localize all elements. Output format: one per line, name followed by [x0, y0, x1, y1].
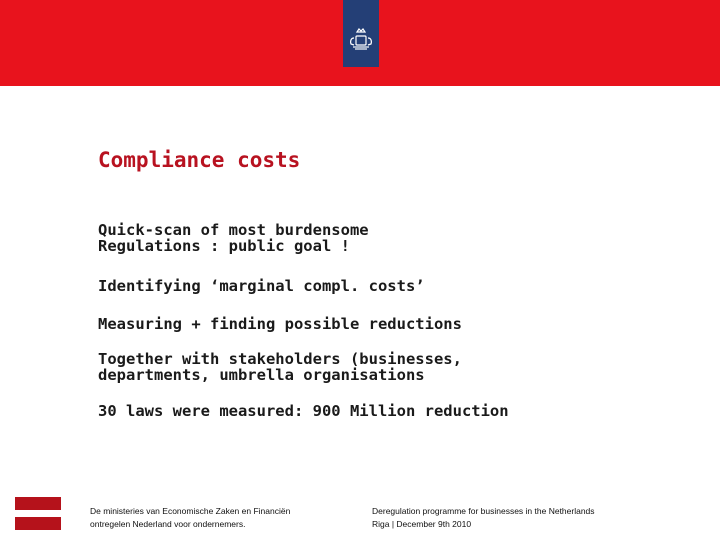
footer	[0, 495, 720, 540]
bullet-item	[98, 316, 462, 332]
bullet-item	[98, 222, 369, 254]
flag-icon	[15, 497, 61, 530]
footer-right-line2: Riga | December 9th 2010	[372, 519, 472, 529]
bullet-line: Regulations : public goal !	[98, 237, 350, 255]
coat-of-arms-icon	[343, 0, 379, 67]
footer-left-line1: De ministeries van Economische Zaken en Financiën	[90, 506, 291, 516]
bullet-line: Quick-scan of most burdensome	[98, 221, 369, 239]
bullet-item	[98, 351, 462, 383]
bullet-line: Measuring + finding possible reductions	[98, 315, 462, 333]
bullet-line: departments, umbrella organisations	[98, 366, 425, 384]
bullet-item	[98, 403, 509, 419]
footer-right-line1: Deregulation programme for businesses in the Netherlands	[372, 506, 595, 516]
slide-title: Compliance costs	[98, 148, 301, 172]
bullet-line: Together with stakeholders (businesses,	[98, 350, 462, 368]
footer-left-line2: ontregelen Nederland voor ondernemers.	[90, 519, 246, 529]
bullet-line: Identifying ‘marginal compl. costs’	[98, 277, 425, 295]
bullet-line: 30 laws were measured: 900 Million reduction	[98, 402, 509, 420]
bullet-item	[98, 278, 425, 294]
